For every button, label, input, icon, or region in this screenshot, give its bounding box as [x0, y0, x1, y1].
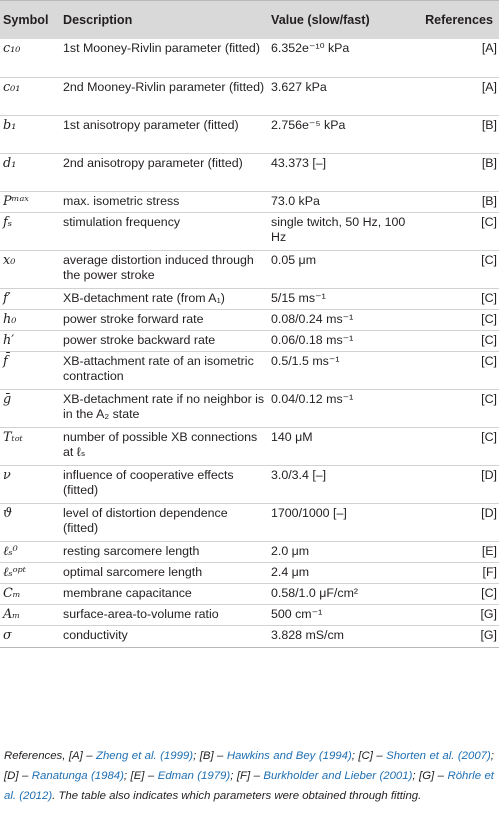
table-row — [0, 604, 499, 625]
row-reference: [C] — [415, 351, 499, 389]
row-reference: [G] — [415, 625, 499, 647]
row-value: 0.05 μm — [268, 250, 415, 288]
row-description: XB-detachment rate if no neighbor is in the A₂ state — [60, 389, 268, 427]
reference-separator: ; — [230, 770, 237, 783]
table-row — [0, 153, 499, 191]
table-row — [0, 351, 499, 389]
reference-key: [A] – — [68, 750, 96, 763]
row-reference: [F] — [415, 562, 499, 583]
table-row — [0, 583, 499, 604]
row-description: XB-attachment rate of an isometric contraction — [60, 351, 268, 389]
row-description: membrane capacitance — [60, 583, 268, 604]
row-symbol: h₀ — [0, 309, 60, 330]
row-reference: [C] — [415, 583, 499, 604]
row-symbol: ℓₛ⁰ — [0, 541, 60, 562]
table-row — [0, 250, 499, 288]
row-value: 3.0/3.4 [–] — [268, 465, 415, 503]
table-row — [0, 191, 499, 212]
row-value: 2.756e⁻⁵ kPa — [268, 115, 415, 153]
row-value: 1700/1000 [–] — [268, 503, 415, 541]
table-row — [0, 465, 499, 503]
row-symbol: fₛ — [0, 212, 60, 250]
table-row — [0, 212, 499, 250]
row-reference: [C] — [415, 212, 499, 250]
row-value: 0.5/1.5 ms⁻¹ — [268, 351, 415, 389]
row-value: 0.04/0.12 ms⁻¹ — [268, 389, 415, 427]
row-reference: [D] — [415, 503, 499, 541]
table-row — [0, 389, 499, 427]
row-value: 6.352e⁻¹⁰ kPa — [271, 41, 350, 55]
references-note — [4, 746, 494, 806]
row-symbol: Aₘ — [0, 604, 60, 625]
row-reference: [D] — [415, 465, 499, 503]
row-symbol: x₀ — [0, 250, 60, 288]
row-symbol: ℓₛᵒᵖᵗ — [0, 562, 60, 583]
row-value: 500 cm⁻¹ — [268, 604, 415, 625]
row-reference: [C] — [415, 309, 499, 330]
row-description: 2nd anisotropy parameter (fitted) — [60, 153, 268, 191]
reference-key: [F] – — [236, 770, 264, 783]
row-reference: [C] — [415, 427, 499, 465]
row-description: resting sarcomere length — [60, 541, 268, 562]
row-value: 140 μM — [268, 427, 415, 465]
header-references: References — [415, 1, 499, 40]
row-symbol: b₁ — [0, 115, 60, 153]
row-description: 1st anisotropy parameter (fitted) — [60, 115, 268, 153]
table-row — [0, 625, 499, 647]
header-description: Description — [60, 1, 268, 40]
reference-separator: ; — [351, 750, 359, 763]
row-value: 2.4 μm — [268, 562, 415, 583]
row-symbol: σ — [0, 625, 60, 647]
reference-separator: ; — [412, 770, 420, 783]
row-value: 5/15 ms⁻¹ — [268, 288, 415, 309]
row-value: 0.58/1.0 μF/cm² — [268, 583, 415, 604]
reference-key: [E] – — [130, 770, 158, 783]
row-description: power stroke forward rate — [60, 309, 268, 330]
row-reference: [E] — [415, 541, 499, 562]
row-symbol: c₀₁ — [0, 77, 60, 115]
table-row — [0, 503, 499, 541]
row-description: 1st Mooney-Rivlin parameter (fitted) — [63, 41, 260, 55]
reference-citation-link[interactable]: Edman (1979) — [157, 770, 231, 783]
row-symbol: ϑ — [0, 503, 60, 541]
row-reference: [C] — [415, 330, 499, 351]
row-symbol: ḡ — [0, 389, 60, 427]
row-reference: [B] — [415, 153, 499, 191]
row-value: 0.06/0.18 ms⁻¹ — [268, 330, 415, 351]
table-row — [0, 115, 499, 153]
references-suffix: The table also indicates which parameters were obtained through fitting. — [58, 790, 422, 803]
reference-key: [B] – — [199, 750, 227, 763]
row-value: 3.828 mS/cm — [268, 625, 415, 647]
table-row — [0, 309, 499, 330]
row-description: surface-area-to-volume ratio — [60, 604, 268, 625]
row-reference: [C] — [415, 288, 499, 309]
row-symbol: ν — [0, 465, 60, 503]
row-symbol: Pᵐᵃˣ — [0, 191, 60, 212]
row-description: power stroke backward rate — [60, 330, 268, 351]
reference-separator: ; — [490, 750, 494, 763]
row-reference: [A] — [415, 77, 499, 115]
row-value: 0.08/0.24 ms⁻¹ — [268, 309, 415, 330]
row-symbol: f′ — [0, 288, 60, 309]
reference-separator: ; — [193, 750, 200, 763]
reference-key: [G] – — [419, 770, 448, 783]
table-row — [0, 427, 499, 465]
reference-citation-link[interactable]: Burkholder and Lieber (2001) — [263, 770, 413, 783]
table-row — [0, 77, 499, 115]
reference-separator: . — [52, 790, 59, 803]
row-reference: [B] — [415, 191, 499, 212]
row-reference: [G] — [415, 604, 499, 625]
reference-citation-link[interactable]: Hawkins and Bey (1994) — [226, 750, 352, 763]
references-prefix: References, — [4, 750, 69, 763]
row-description: number of possible XB connections at ℓₛ — [60, 427, 268, 465]
row-description: stimulation frequency — [60, 212, 268, 250]
row-reference: [C] — [415, 389, 499, 427]
row-symbol: f̄ — [0, 351, 60, 389]
row-description: max. isometric stress — [60, 191, 268, 212]
row-symbol: c₁₀ — [3, 41, 21, 56]
header-value: Value (slow/fast) — [268, 1, 415, 40]
reference-key: [C] – — [358, 750, 387, 763]
row-description: influence of cooperative effects (fitted) — [60, 465, 268, 503]
reference-citation-link[interactable]: Zheng et al. (1999) — [96, 750, 194, 763]
row-value: 2.0 μm — [268, 541, 415, 562]
table-header-row — [0, 1, 499, 40]
row-value: 3.627 kPa — [268, 77, 415, 115]
row-value: single twitch, 50 Hz, 100 Hz — [268, 212, 415, 250]
row-description: level of distortion dependence (fitted) — [60, 503, 268, 541]
table-row — [0, 330, 499, 351]
row-reference: [B] — [415, 115, 499, 153]
table-row — [0, 562, 499, 583]
table-row — [0, 288, 499, 309]
table-row — [0, 39, 499, 77]
row-description: average distortion induced through the power stroke — [60, 250, 268, 288]
row-symbol: Cₘ — [0, 583, 60, 604]
row-symbol: Tₜₒₜ — [0, 427, 60, 465]
header-symbol: Symbol — [0, 1, 60, 40]
row-description: optimal sarcomere length — [60, 562, 268, 583]
reference-citation-link[interactable]: Shorten et al. (2007) — [386, 750, 491, 763]
row-reference: [C] — [415, 250, 499, 288]
row-reference: [A] — [481, 41, 497, 55]
reference-citation-link[interactable]: Ranatunga (1984) — [31, 770, 124, 783]
row-value: 43.373 [–] — [268, 153, 415, 191]
row-description: 2nd Mooney-Rivlin parameter (fitted) — [60, 77, 268, 115]
table-row — [0, 541, 499, 562]
reference-key: [D] – — [4, 770, 32, 783]
row-symbol: d₁ — [0, 153, 60, 191]
table-body — [0, 39, 499, 647]
row-description: conductivity — [60, 625, 268, 647]
row-symbol: h′ — [0, 330, 60, 351]
row-description: XB-detachment rate (from A₁) — [60, 288, 268, 309]
reference-separator: ; — [123, 770, 131, 783]
reference-citation-link[interactable]: Röhrle et al. (2012) — [4, 770, 494, 803]
row-value: 73.0 kPa — [268, 191, 415, 212]
